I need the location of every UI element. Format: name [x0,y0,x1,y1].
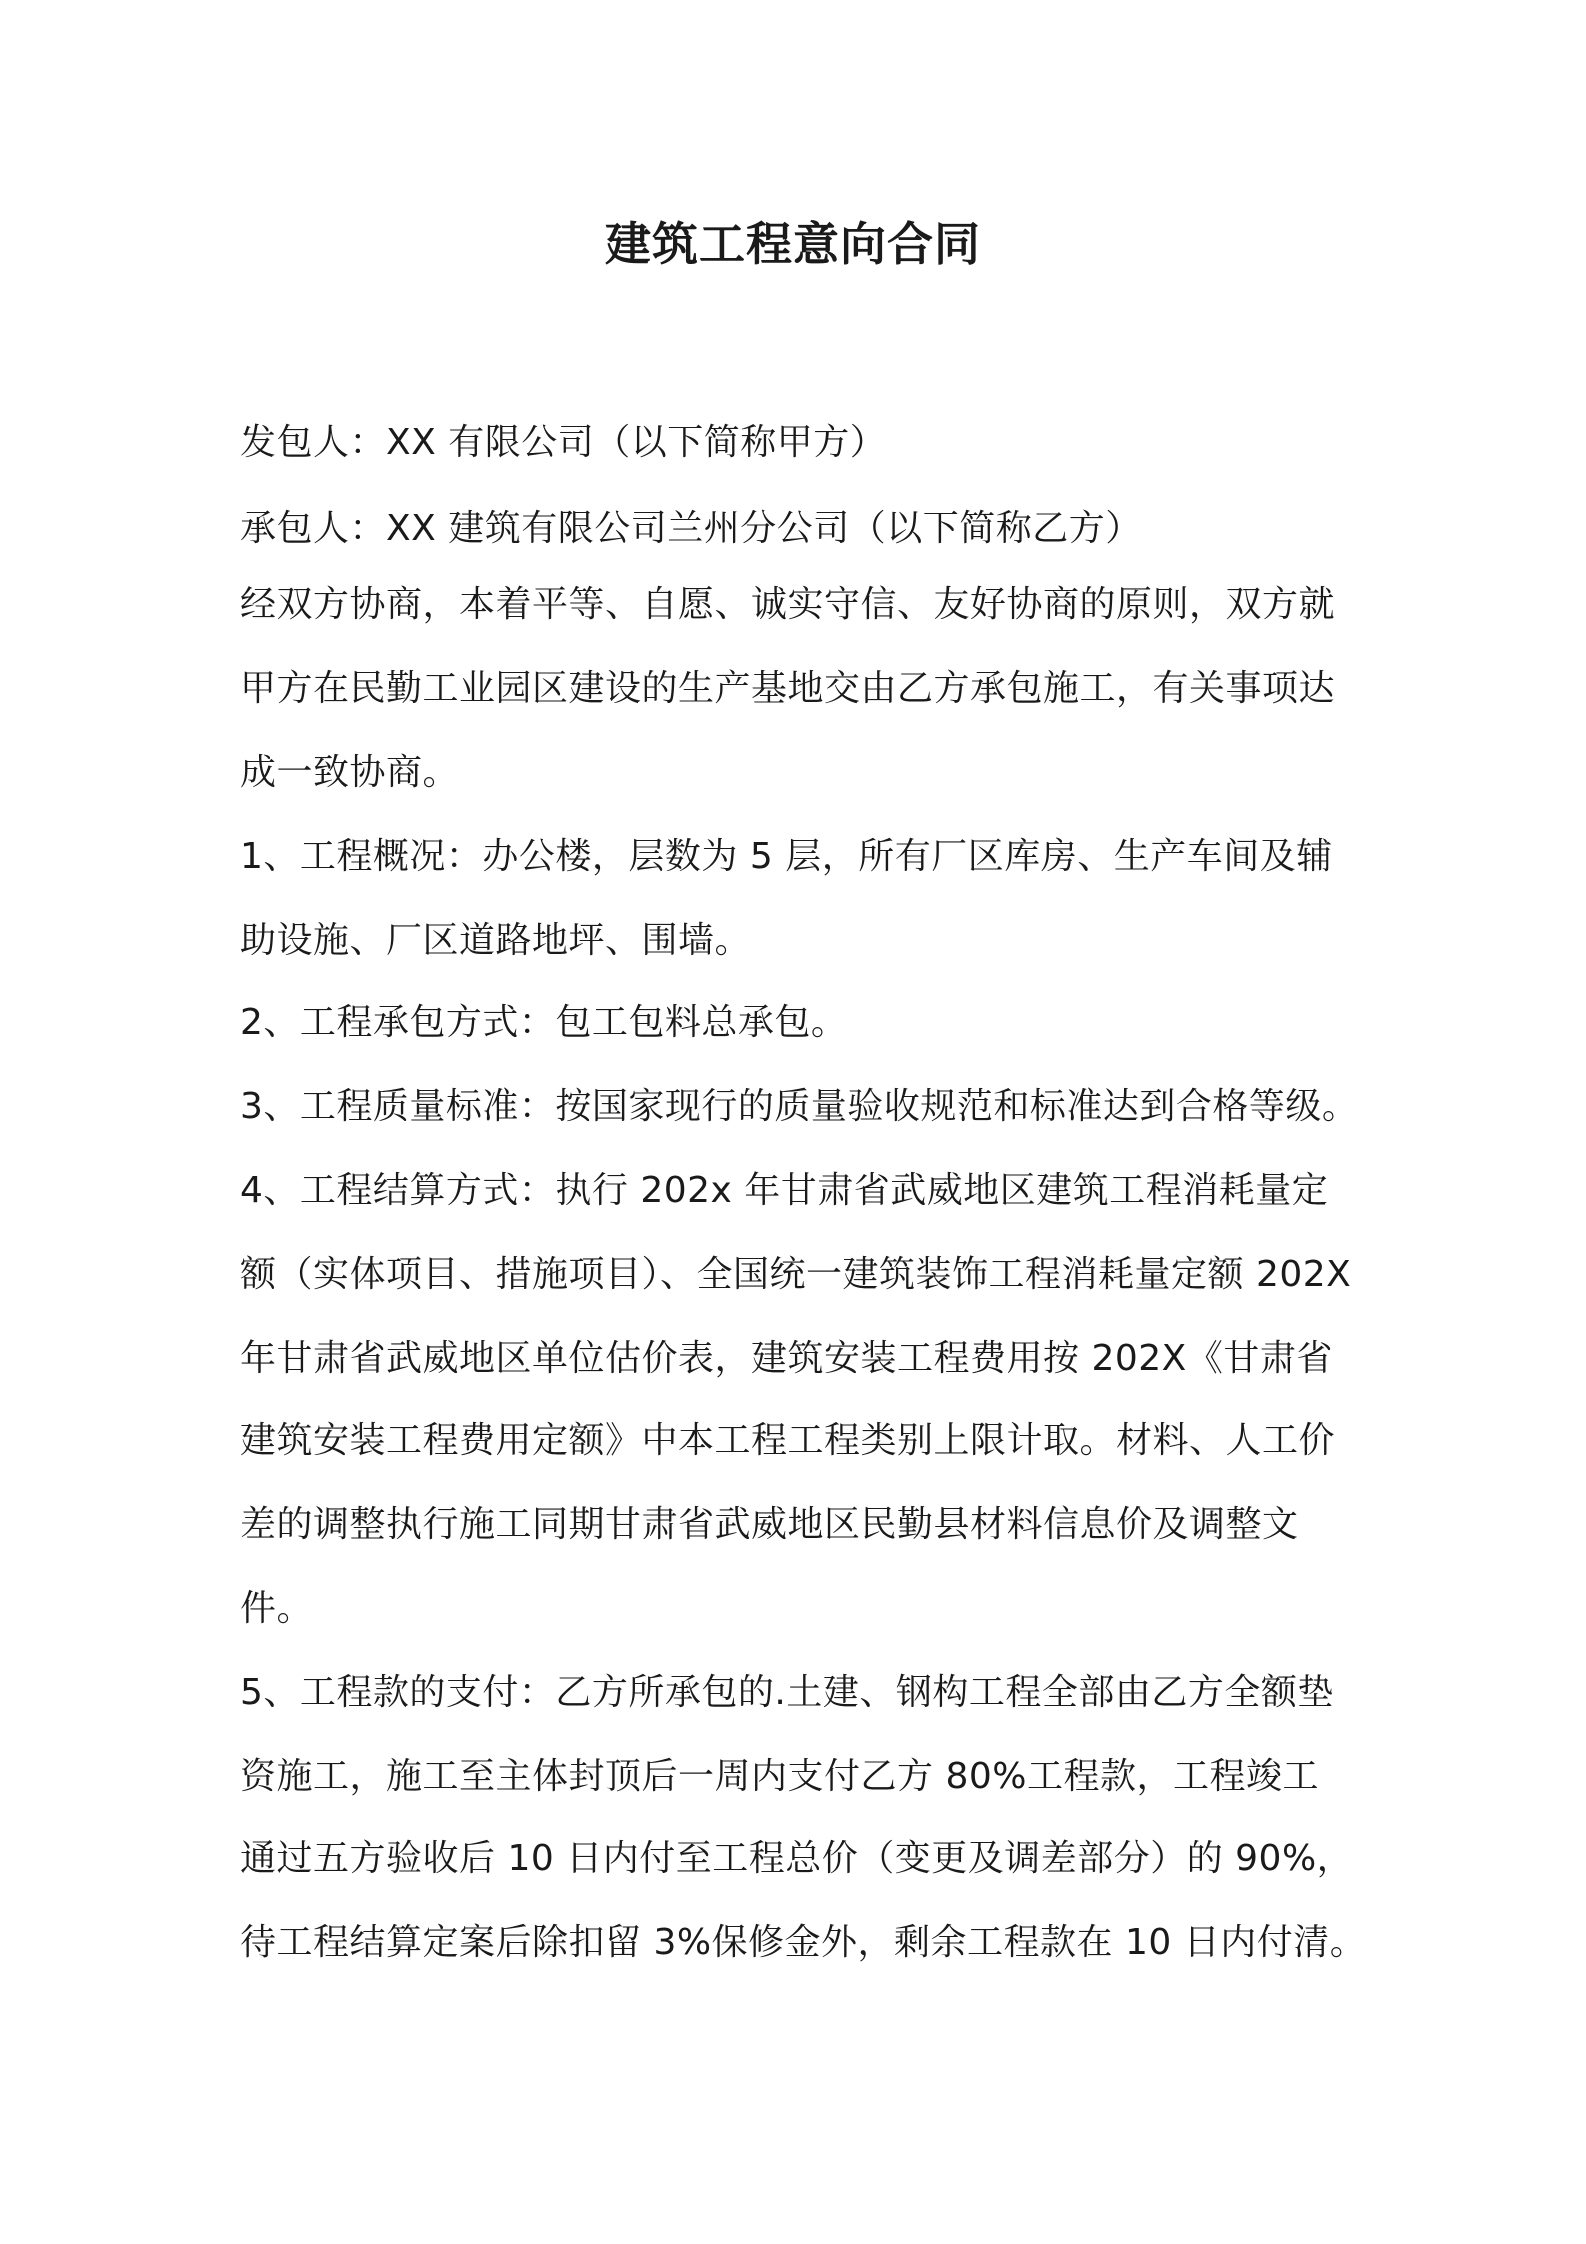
party-b-line: 承包人：XX 建筑有限公司兰州分公司（以下简称乙方） [240,508,1142,549]
document-title: 建筑工程意向合同 [605,217,981,271]
clause-2-line: 2、工程承包方式：包工包料总承包。 [240,1002,848,1043]
clause-3-line: 3、工程质量标准：按国家现行的质量验收规范和标准达到合格等级。 [240,1086,1359,1127]
clause-5-line-1: 5、工程款的支付：乙方所承包的.土建、钢构工程全部由乙方全额垫 [240,1672,1334,1713]
clause-5-line-2: 资施工，施工至主体封顶后一周内支付乙方 80%工程款，工程竣工 [240,1756,1319,1797]
clause-1-line-1: 1、工程概况：办公楼，层数为 5 层，所有厂区库房、生产车间及辅 [240,836,1333,877]
party-a-line: 发包人：XX 有限公司（以下简称甲方） [240,422,887,463]
clause-4-line-2: 额（实体项目、措施项目）、全国统一建筑装饰工程消耗量定额 202X [240,1254,1352,1295]
clause-5-line-3: 通过五方验收后 10 日内付至工程总价（变更及调差部分）的 90%， [240,1838,1354,1879]
clause-4-line-4: 建筑安装工程费用定额》中本工程工程类别上限计取。材料、人工价 [240,1420,1336,1461]
clause-4-line-1: 4、工程结算方式：执行 202x 年甘肃省武威地区建筑工程消耗量定 [240,1170,1329,1211]
clause-4-line-5: 差的调整执行施工同期甘肃省武威地区民勤县材料信息价及调整文 [240,1504,1299,1545]
clause-1-line-2: 助设施、厂区道路地坪、围墙。 [240,920,752,961]
preamble-line-1: 经双方协商，本着平等、自愿、诚实守信、友好协商的原则，双方就 [240,584,1336,625]
clause-4-line-3: 年甘肃省武威地区单位估价表，建筑安装工程费用按 202X《甘肃省 [240,1338,1333,1379]
clause-4-line-6: 件。 [240,1588,314,1629]
clause-5-line-4: 待工程结算定案后除扣留 3%保修金外，剩余工程款在 10 日内付清。 [240,1922,1367,1963]
preamble-line-2: 甲方在民勤工业园区建设的生产基地交由乙方承包施工，有关事项达 [240,668,1336,709]
preamble-line-3: 成一致协商。 [240,752,460,793]
